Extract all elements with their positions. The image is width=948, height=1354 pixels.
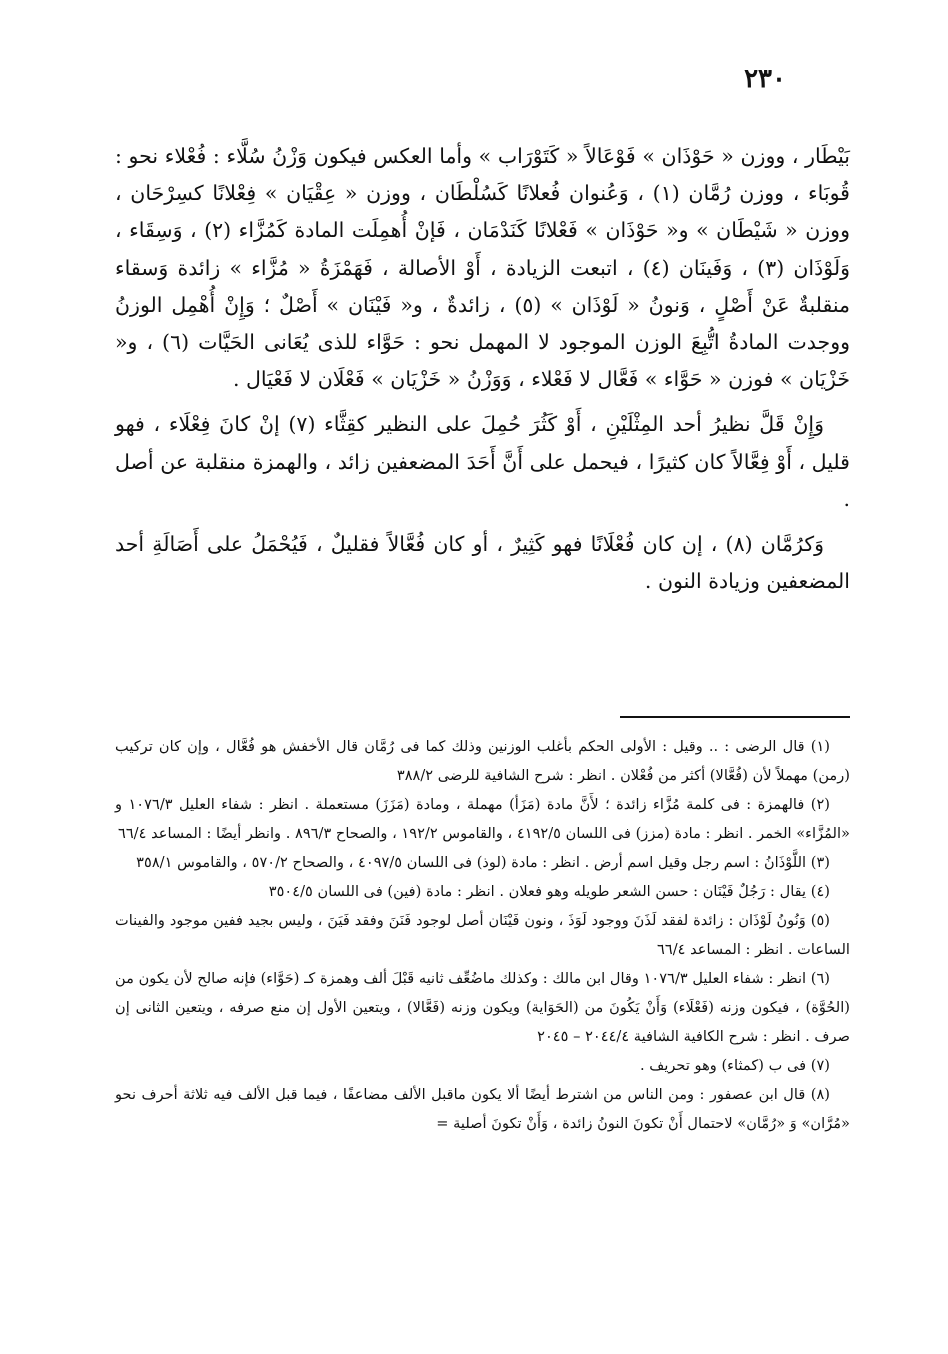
footnote: (٢) فالهمزة : فى كلمة مُزَّاء زائدة ؛ لأَنَّ مادة (مَزَأ) مهملة ، ومادة (مَزَزَ) مستعملة . انظر : شفاء العليل ١٠٧٦/٣ و «المُزَّاء» الخمر . انظر : مادة (مزز) فى اللسان ٤١٩٢/٥ ، والقاموس ١٩٢/٢ ، والصحاح ٨٩٦/٣ . وانظر أيضًا : المساعد ٦٦/٤: [115, 796, 850, 842]
footnote-separator: [620, 716, 850, 718]
footnote: (١) قال الرضى : .. وقيل : الأولى الحكم بأغلب الوزنين وذلك كما فى رُمَّان قال الأخفش هو فُعَّال ، وإن كان تركيب (رمن) مهملاً لأن (فُعَّالا) أكثر من فُعْلان . انظر : شرح الشافية للرضى ٣٨٨/٢: [115, 738, 850, 784]
footnote: (٧) فى ب (كمثاء) وهو تحريف .: [639, 1057, 830, 1074]
footnote: (٨) قال ابن عصفور : ومن الناس من اشترط أيضًا ألا يكون ماقبل الألف مضاعفًا ، فيما قبل الألف فيه ثلاثة أحرف نحو «مُرَّان» وَ «رُمَّان» لاحتمال أَنْ تكونَ النونُ زائدة ، وَأَنْ تكونَ أصلية =: [115, 1086, 850, 1132]
main-text: [115, 138, 850, 608]
body-paragraph: بَيْطَار ، ووزن « حَوْذَان » فَوْعَالاً « كَتَوْرَاب » وأما العكس فيكون وَزْنُ سُلَّاء : فُعْلاء نحو : قُوبَاء ، ووزن رُمَّان (١) ، وَعُنوان فُعلانًا كَسُلْطَان ، ووزن « عِقْيَان » فِعْلانًا كسِرْحَان ، ووزن « شَيْطَان » و« حَوْذَان » فَعْلانًا كَنَدْمَان ، فَإنْ أُهمِلَت المادة كَمُزَّاء (٢) ، وَسِقَاء ، وَلَوْذَان (٣) ، وَفَينَان (٤) ، اتبعت الزيادة ، أَوْ الأصالة ، فَهَمْزَةُ « مُزَّاء » زائدة وَسقاء منقلبةٌ عَنْ أَصْلٍ ، وَنونُ « لَوْذَان » (٥) ، زائدةٌ ، و« فَيْنَان » أَصْلٌ ؛ وَإِنْ أُهْمِل الوزنُ ووجدت المادةُ اتُّبِعَ الوزن الموجود لا المهمل نحو : حَوَّاء للذى يُعَانى الحَيَّات (٦) ، و« خَزْيَان » فوزن « حَوَّاء » فَعَّال لا فَعْلاء ، وَوَزْنُ « خَزْيَان » فَعْلَان لا فَعْيَال .: [115, 144, 850, 392]
footnotes: [115, 732, 850, 1138]
body-paragraph: وَإِنْ قَلَّ نظيرُ أحد المِثْلَيْنِ ، أَوْ كَثُرَ حُمِلَ على النظير كقِثَّاء (٧) إنْ كانَ فِعْلَاء ، فهو قليل ، أَوْ فِعَّالاً كان كثيرًا ، فيحمل على أَنَّ أَحَدَ المضعفين زائد ، والهمزة منقلبة عن أصل .: [115, 412, 850, 511]
page-number: ٢٣٠: [744, 64, 786, 94]
footnote: (٥) وَنُونُ لَوْذَان : زائدة لفقد لَذَنَ ووجود لَوَذَ ، ونون فَيْنَان أصل لوجود فَنَنَ وفقد فَيَنَ ، وليس بجيد ففين موجود والفينات الساعات . انظر : المساعد ٦٦/٤: [115, 912, 850, 958]
footnote: (٦) انظر : شفاء العليل ١٠٧٦/٣ وقال ابن مالك : وكذلك ماضُعِّف ثانيه قَبْلَ ألف وهمزة كـ (حَوَّاء) فإنه صالح لأن يكون من (الحُوَّة) ، فيكون وزنه (فَعْلَاء) وَأَنْ يَكُونَ من (الحَوَاية) ويكون وزنه (فَعَّالا) ، ويتعين الأول إن منع صرفه ، ويتعين الثانى إن صرف . انظر : شرح الكافية الشافية ٢٠٤٤/٤ – ٢٠٤٥: [115, 970, 850, 1045]
body-paragraph: وَكرُمَّان (٨) ، إن كان فُعْلَانًا فهو كَثِيرٌ ، أو كان فُعَّالاً فقليلٌ ، فَيُحْمَلُ على أَصَالَةِ أحد المضعفين وزيادة النون .: [115, 532, 850, 594]
footnote: (٤) يقال : رَجُلٌ فَيْنَان : حسن الشعر طويله وهو فعلان . انظر : مادة (فين) فى اللسان ٣٥٠٤/٥: [268, 883, 830, 900]
footnote: (٣) اللَّوْذَانُ : اسم رجل وقيل اسم أرض . انظر : مادة (لوذ) فى اللسان ٤٠٩٧/٥ ، والصحاح ٥٧٠/٢ ، والقاموس ٣٥٨/١: [136, 854, 830, 871]
